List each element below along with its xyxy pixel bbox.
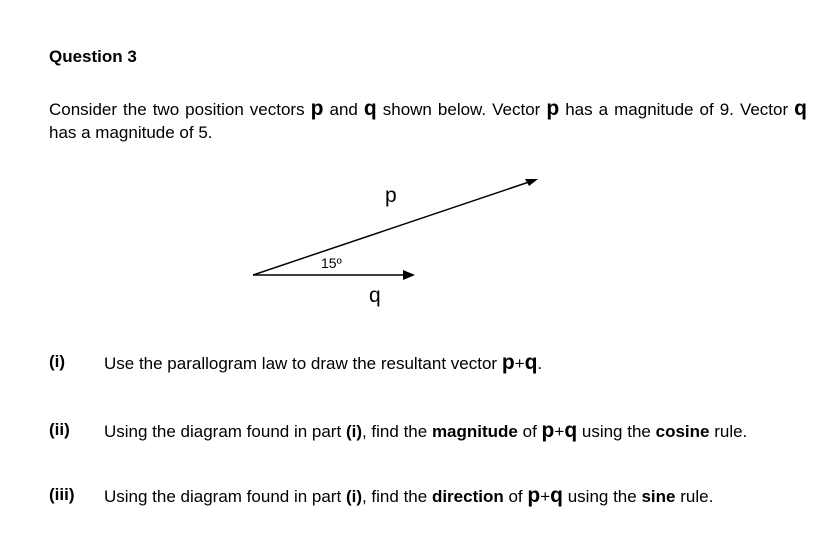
part-text-segment: . [537, 354, 543, 373]
vector-diagram [245, 175, 545, 315]
part-text-segment: Using the diagram found in part [104, 487, 342, 506]
vector-q-symbol: q [564, 419, 578, 442]
part-number: (ii) [49, 420, 70, 439]
part-reference: (i) [345, 487, 362, 506]
intro-text: and [329, 100, 358, 119]
intro-paragraph [49, 98, 807, 144]
part-text-segment: using the [567, 487, 637, 506]
intro-text: shown below. Vector [382, 100, 541, 119]
keyword-magnitude: magnitude [431, 422, 518, 441]
vector-p-symbol: p [527, 484, 541, 507]
vector-q-arrowhead [403, 270, 415, 280]
intro-text: Consider the two position vectors [49, 100, 305, 119]
part-text-segment: using the [581, 422, 651, 441]
vector-p-symbol: p [546, 97, 560, 120]
part-text-segment: , find the [361, 487, 428, 506]
vector-p-symbol: p [501, 351, 515, 374]
vector-q-symbol: q [550, 484, 563, 507]
question-title: Question 3 [49, 47, 137, 66]
part-text-segment: of [508, 487, 523, 506]
vector-q-symbol: q [524, 351, 538, 374]
vector-p-label: p [385, 184, 397, 207]
part-text-segment: rule. [680, 487, 714, 506]
part-number: (i) [49, 352, 66, 371]
part-text-segment: Using the diagram found in part [104, 422, 342, 441]
vector-p-symbol: p [541, 419, 555, 442]
plus-sign: + [540, 487, 551, 506]
part-text-segment: rule. [714, 422, 748, 441]
part-text [104, 352, 542, 374]
keyword-sine: sine [641, 487, 676, 506]
vector-q-label: q [369, 284, 381, 307]
part-text-segment: of [522, 422, 537, 441]
intro-text: has a magnitude of 9. [565, 100, 734, 119]
part-text-segment: , find the [361, 422, 428, 441]
vector-q-symbol: q [363, 97, 377, 120]
part-text [104, 485, 713, 507]
keyword-cosine: cosine [655, 422, 710, 441]
vector-p-symbol: p [310, 97, 324, 120]
part-text-segment: Use the parallogram law to draw the resultant vector [104, 354, 498, 373]
plus-sign: + [554, 422, 565, 441]
vector-q-symbol: q [794, 97, 807, 120]
intro-text: Vector [739, 100, 789, 119]
angle-label: 15º [321, 255, 342, 271]
part-text [104, 420, 747, 442]
part-number: (iii) [49, 485, 75, 504]
part-reference: (i) [345, 422, 362, 441]
intro-text: has a magnitude of 5. [49, 123, 213, 142]
plus-sign: + [514, 354, 525, 373]
keyword-direction: direction [431, 487, 504, 506]
